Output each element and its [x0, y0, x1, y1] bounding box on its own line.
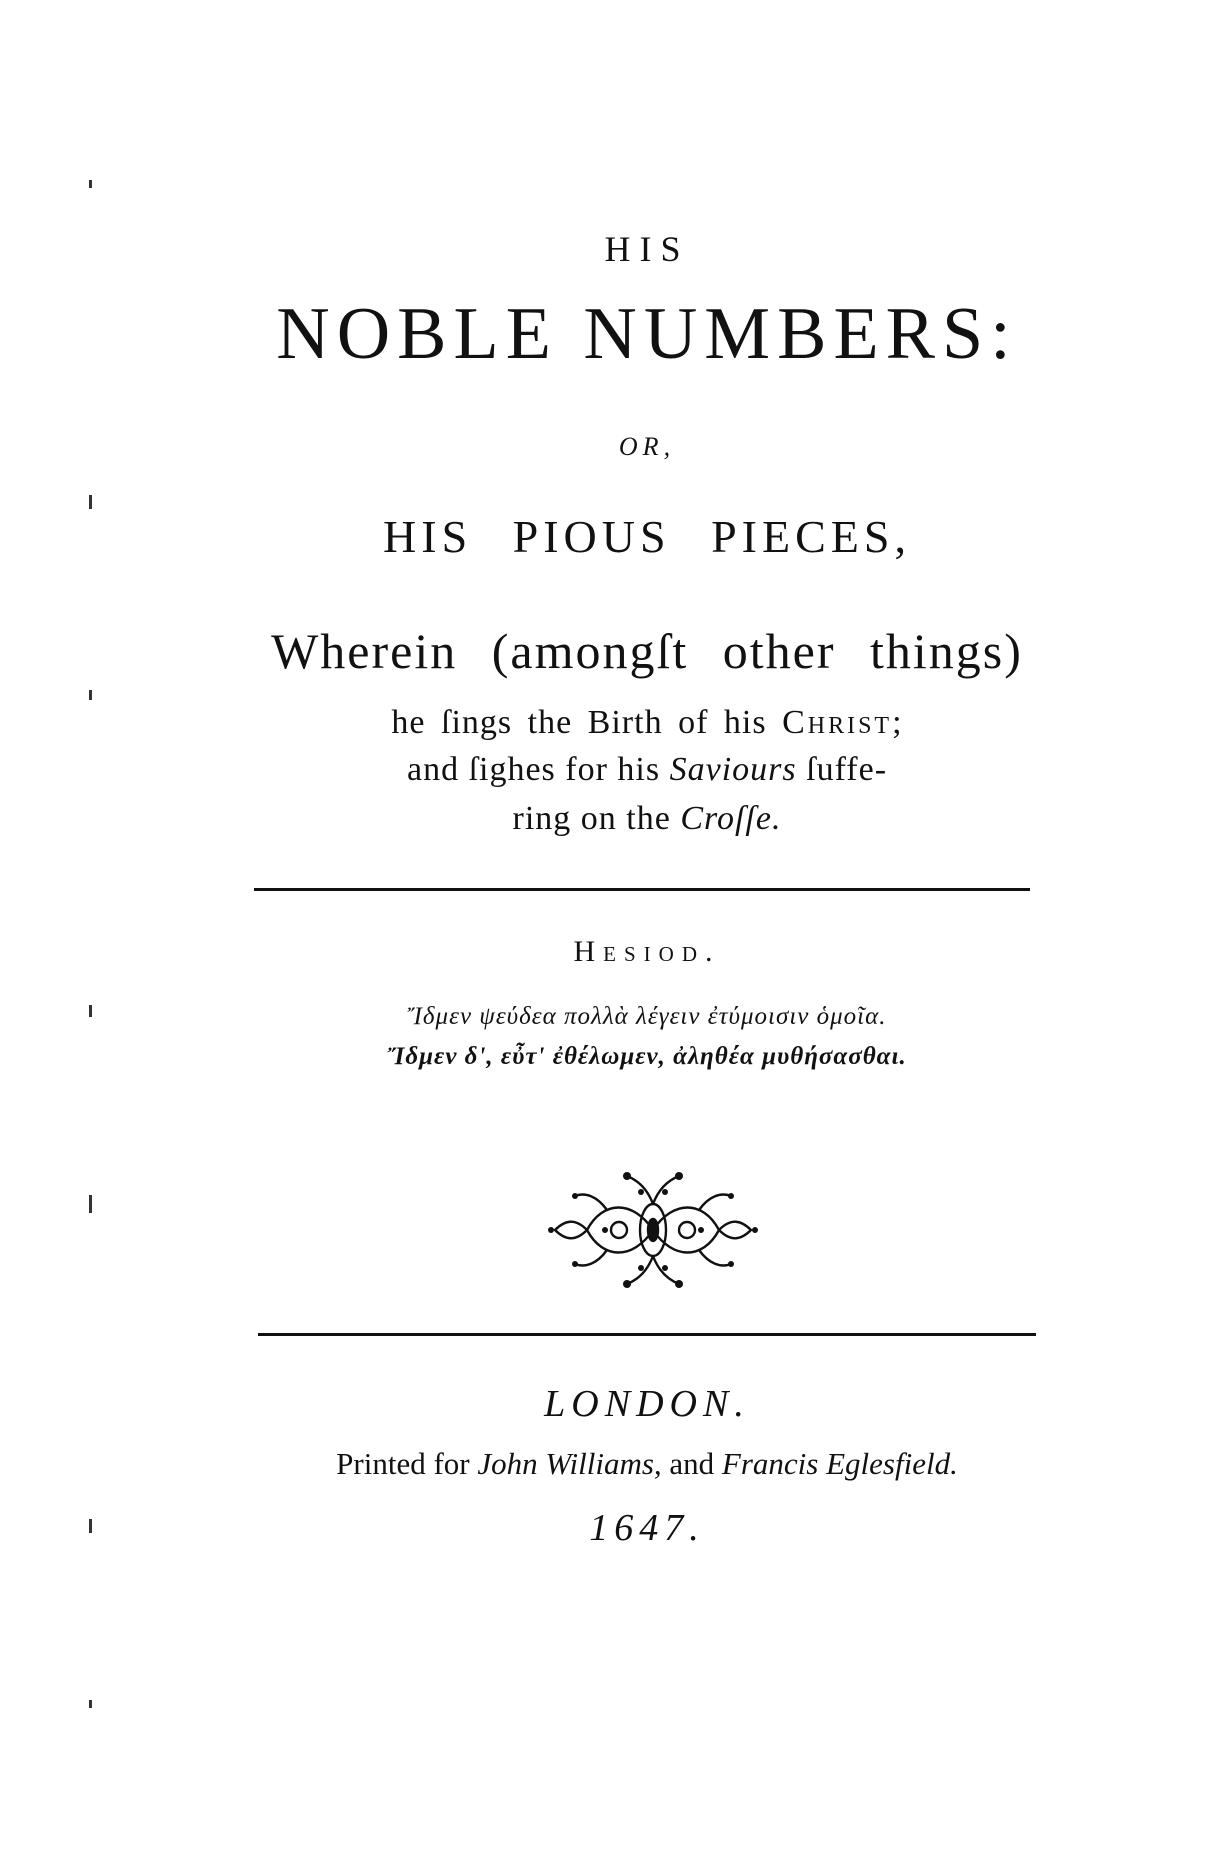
- scan-speck: [89, 690, 92, 700]
- printed-for-text: Printed for: [336, 1446, 478, 1481]
- description-line-1: [0, 704, 1214, 742]
- description-text: ;: [892, 704, 903, 741]
- printer-name-2: Francis Eglesfield.: [721, 1446, 958, 1481]
- floral-fleuron-icon: [547, 1170, 759, 1290]
- epigraph-line-2: Ἴδμεν δ', εὖτ' ἐθέλωμεν, ἀληθέα μυθήσασθαι.: [387, 1043, 907, 1070]
- imprint-city: LONDON.: [544, 1383, 750, 1425]
- description-text: ring on the: [512, 800, 681, 837]
- description-line-3: [0, 800, 1214, 838]
- description-text: ſuffe-: [796, 751, 888, 788]
- wherein-line: Wherein (amongſt other things): [271, 623, 1023, 679]
- christ-word: Christ: [782, 704, 893, 741]
- saviours-word: Saviours: [669, 751, 797, 788]
- epigraph-author: Hesiod.: [573, 935, 721, 968]
- title-his: HIS: [604, 229, 690, 269]
- scan-speck: [89, 495, 92, 509]
- scan-speck: [89, 1195, 92, 1213]
- description-text: he ſings the Birth of his: [391, 704, 783, 741]
- printer-name-1: John Williams,: [477, 1446, 662, 1481]
- scan-speck: [89, 1700, 92, 1708]
- scan-speck: [89, 180, 92, 188]
- divider-rule: [254, 888, 1030, 891]
- imprint-printed-for: [0, 1446, 1214, 1482]
- and-text: and: [661, 1446, 722, 1481]
- page-title: NOBLE NUMBERS:: [276, 293, 1018, 375]
- description-text: and ſighes for his: [406, 751, 670, 788]
- crosse-word: Croſſe.: [680, 800, 782, 837]
- epigraph-line-1: Ἴδμεν ψεύδεα πολλὰ λέγειν ἐτύμοισιν ὁμοῖα.: [407, 1003, 887, 1030]
- subtitle: HIS PIOUS PIECES,: [383, 511, 911, 562]
- title-or: OR,: [618, 432, 676, 461]
- divider-rule: [258, 1333, 1036, 1336]
- description-line-2: [0, 751, 1214, 789]
- imprint-year: 1647.: [589, 1507, 705, 1549]
